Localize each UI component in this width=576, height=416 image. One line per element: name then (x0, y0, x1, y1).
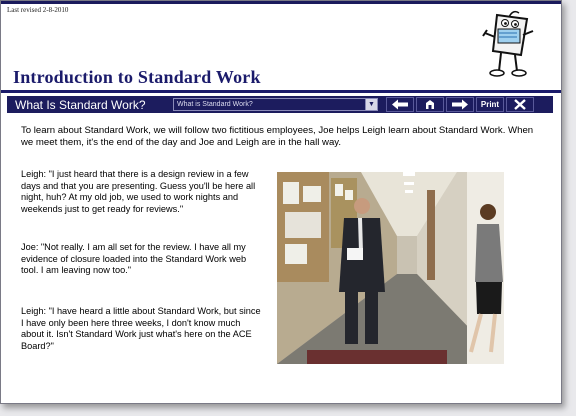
close-icon (511, 99, 529, 110)
title-divider (1, 90, 561, 93)
page-title: Introduction to Standard Work (13, 67, 261, 87)
topic-select-value: What is Standard Work? (177, 101, 253, 108)
topic-select[interactable] (173, 98, 378, 111)
top-divider (1, 1, 561, 4)
revision-date: Last revised 2-8-2010 (7, 6, 69, 14)
dialogue-leigh-2: Leigh: "I have heard a little about Standard Work, but since I have only been here three weeks, I don't know much about it. Isn't Standard Work just what's here on the ACE Board?" (21, 306, 261, 351)
hallway-photo (277, 172, 504, 364)
forward-button[interactable] (446, 97, 474, 112)
dialogue-leigh-1: Leigh: "I just heard that there is a design review in a few days and that you are presenting. Guess you'll be here all night, huh? At my old job, we used to work nights and weekends just to get ready for reviews." (21, 169, 256, 214)
back-button[interactable] (386, 97, 414, 112)
arrow-left-icon (391, 99, 409, 110)
home-button[interactable] (416, 97, 444, 112)
mascot-logo (479, 9, 541, 85)
close-button[interactable] (506, 97, 534, 112)
intro-paragraph: To learn about Standard Work, we will follow two fictitious employees, Joe helps Leigh learn about Standard Work. When we meet them, it's the end of the day and Joe and Leigh are in the hall way. (21, 125, 534, 148)
nav-buttons (386, 97, 534, 112)
section-title: What Is Standard Work? (15, 97, 146, 112)
arrow-right-icon (451, 99, 469, 110)
chevron-down-icon[interactable]: ▼ (365, 99, 377, 110)
dialogue-joe: Joe: "Not really. I am all set for the review. I have all my evidence of closure loaded into the Standard Work web tool. I am leaving now too." (21, 242, 247, 276)
print-button[interactable]: Print (476, 97, 504, 112)
navigation-bar (7, 96, 553, 113)
home-icon (421, 99, 439, 110)
